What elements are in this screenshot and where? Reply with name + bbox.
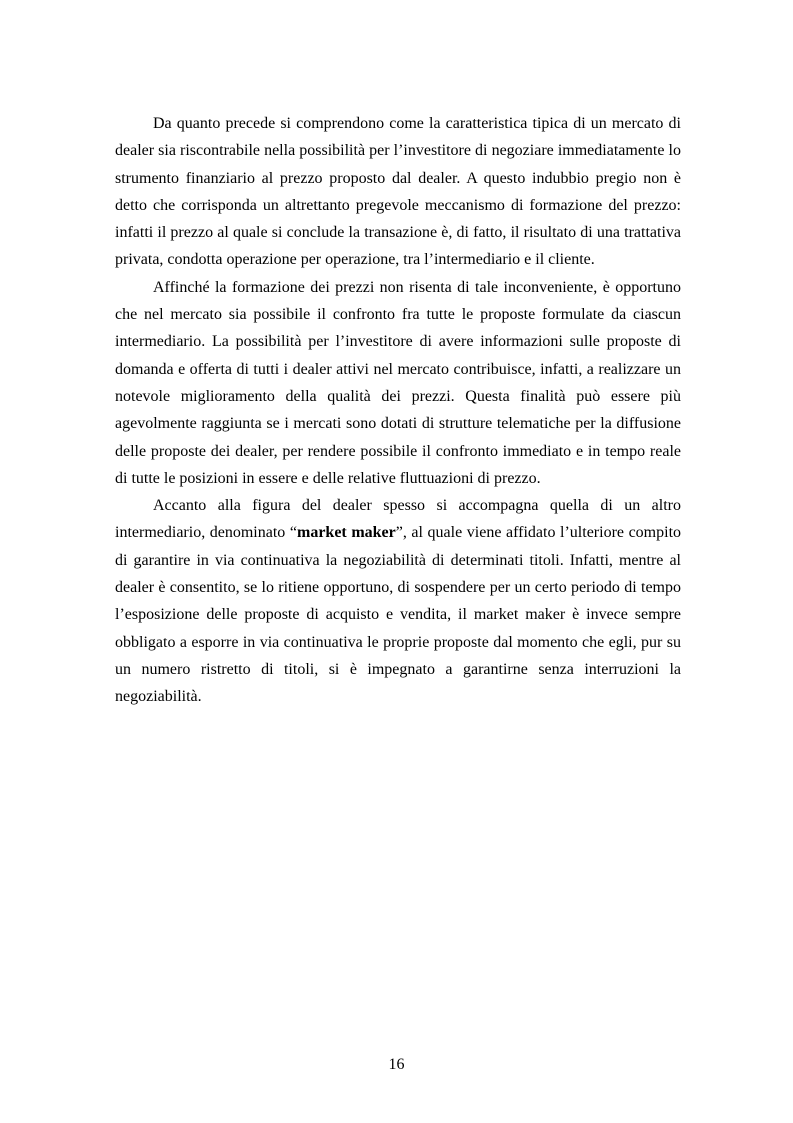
paragraph-market-maker <box>115 492 681 710</box>
body-text <box>115 110 681 711</box>
market-maker-term: market maker <box>296 524 396 542</box>
paragraph-market-maker-intro: Accanto alla figura del dealer spesso si accompagna quella di un altro intermediario, denominato “ <box>115 497 681 542</box>
page-number: 16 <box>388 1056 405 1073</box>
paragraph-dealer-market: Da quanto precede si comprendono come la caratteristica tipica di un mercato di dealer sia riscontrabile nella possibilità per l’investitore di negoziare immediatamente lo strumento finanziario al prezzo proposto dal dealer. A questo indubbio pregio non è detto che corrisponda un altrettanto pregevole meccanismo di formazione del prezzo: infatti il prezzo al quale si conclude la transazione è, di fatto, il risultato di una trattativa privata, condotta operazione per operazione, tra l’intermediario e il cliente. <box>115 115 681 269</box>
paragraph-market-maker-rest: ”, al quale viene affidato l’ulteriore compito di garantire in via continuativa la negoziabilità di determinati titoli. Infatti, mentre al dealer è consentito, se lo ritiene opportuno, di sospendere per un certo periodo di tempo l’esposizione delle proposte di acquisto e vendita, il market maker è invece sempre obbligato a esporre in via continuativa le proprie proposte dal momento che egli, pur su un numero ristretto di titoli, si è impegnato a garantirne senza interruzioni la negoziabilità. <box>115 524 682 706</box>
paragraph-price-formation: Affinché la formazione dei prezzi non risenta di tale inconveniente, è opportuno che nel mercato sia possibile il confronto fra tutte le proposte formulate da ciascun intermediario. La possibilità per l’investitore di avere informazioni sulle proposte di domanda e offerta di tutti i dealer attivi nel mercato contribuisce, infatti, a realizzare un notevole miglioramento della qualità dei prezzi. Questa finalità può essere più agevolmente raggiunta se i mercati sono dotati di strutture telematiche per la diffusione delle proposte dei dealer, per rendere possibile il confronto immediato e in tempo reale di tutte le posizioni in essere e delle relative fluttuazioni di prezzo. <box>115 278 681 487</box>
